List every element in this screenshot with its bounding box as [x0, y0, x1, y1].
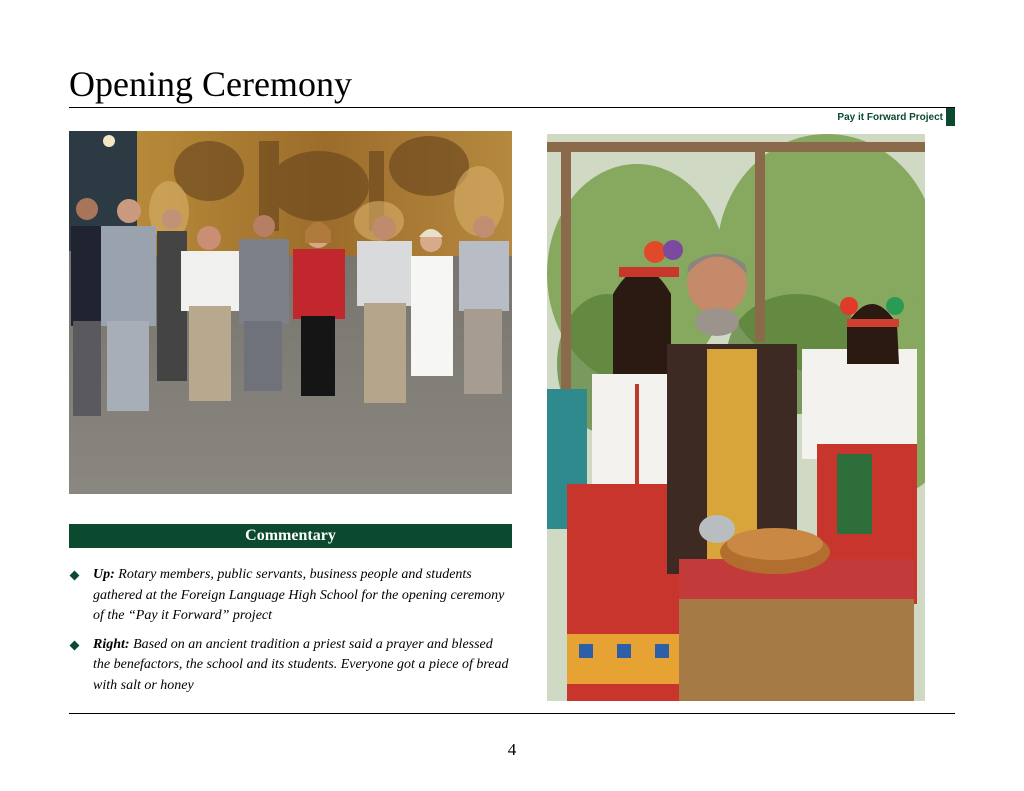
- page-number: 4: [507, 740, 517, 759]
- list-item: [69, 635, 509, 697]
- ceremony-group-photo: [69, 131, 512, 494]
- diamond-bullet-icon: [70, 640, 80, 650]
- list-item: [69, 565, 509, 627]
- commentary-header: Commentary: [69, 524, 512, 548]
- bullet-lead: Right:: [93, 636, 130, 652]
- bullet-text: Based on an ancient tradition a priest said a prayer and blessed the benefactors, the school and its students. Everyone got a piece of bread with salt or honey: [93, 636, 509, 693]
- commentary-list: [69, 565, 509, 704]
- bullet-text: Rotary members, public servants, business people and students gathered at the Foreign Language High School for the opening ceremony of the “Pay it Forward” project: [93, 567, 505, 623]
- diamond-bullet-icon: [70, 571, 80, 581]
- priest-blessing-photo: [547, 134, 925, 701]
- slide-title: Opening Ceremony: [69, 64, 352, 104]
- footer-divider: [69, 713, 955, 714]
- project-tag: Pay it Forward Project: [837, 112, 943, 123]
- project-tag-bar: [946, 108, 955, 126]
- bullet-lead: Up:: [93, 567, 115, 582]
- title-divider: [69, 107, 955, 108]
